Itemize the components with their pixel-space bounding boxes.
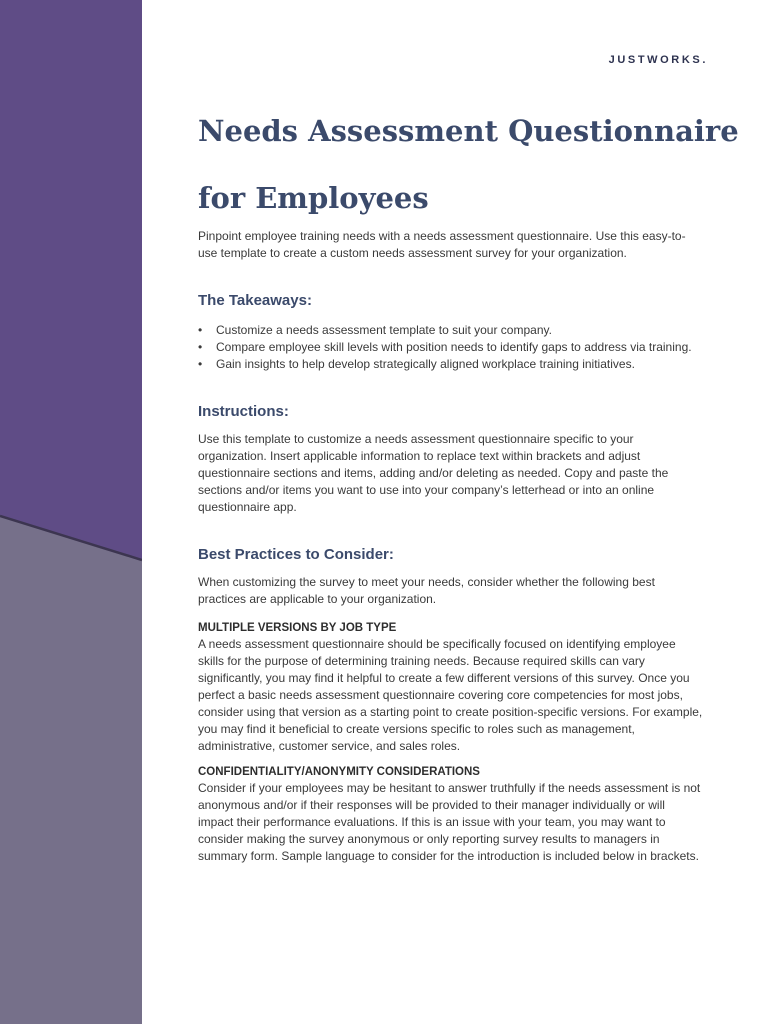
sidebar-graphic <box>0 0 142 1024</box>
best-practices-heading: Best Practices to Consider: <box>198 546 394 563</box>
list-item <box>198 356 703 373</box>
best-practices-intro: When customizing the survey to meet your needs, consider whether the following best practices are applicable to your organization. <box>198 575 655 606</box>
list-item <box>198 339 703 356</box>
instructions-heading: Instructions: <box>198 403 289 420</box>
bullet-icon: • <box>198 323 203 337</box>
decorative-sidebar <box>0 0 142 1024</box>
takeaway-text: Gain insights to help develop strategically aligned workplace training initiatives. <box>216 357 635 371</box>
bullet-icon: • <box>198 357 203 371</box>
takeaway-text: Customize a needs assessment template to suit your company. <box>216 323 552 337</box>
takeaway-text: Compare employee skill levels with position needs to identify gaps to address via training. <box>216 340 692 354</box>
practice-1-text: A needs assessment questionnaire should be specifically focused on identifying employee skills for the purpose of determining training needs. Because required skills can vary significantly, you may find it helpful to create a few different versions of this survey. Once you perfect a basic needs assessment questionnaire covering core competencies for most jobs, consider using that version as a starting point to create position-specific versions. For example, you may find it beneficial to create versions specific to roles such as management, administrative, customer service, and sales roles. <box>198 637 703 753</box>
practice-1-title: MULTIPLE VERSIONS BY JOB TYPE <box>198 622 397 634</box>
document-content <box>198 98 739 865</box>
takeaways-list <box>198 322 703 373</box>
intro-paragraph: Pinpoint employee training needs with a needs assessment questionnaire. Use this easy-to-use template to create a custom needs assessment survey for your organization. <box>198 229 686 260</box>
practice-2-title: CONFIDENTIALITY/ANONYMITY CONSIDERATIONS <box>198 766 480 778</box>
instructions-paragraph: Use this template to customize a needs assessment questionnaire specific to your organization. Insert applicable information to replace text within brackets and adjust questionnaire sections and items, adding and/or deleting as needed. Copy and paste the sections and/or items you want to use into your company’s letterhead or into an online questionnaire app. <box>198 432 669 514</box>
brand-logo: JUSTWORKS. <box>608 54 708 66</box>
takeaways-heading: The Takeaways: <box>198 292 312 309</box>
practice-2-text: Consider if your employees may be hesitant to answer truthfully if the needs assessment is not anonymous and/or if their responses will be provided to their manager individually or will impact their performance evaluations. If this is an issue with your team, you may want to consider making the survey anonymous or only reporting survey results to managers in summary form. Sample language to consider for the introduction is included below in brackets. <box>198 781 701 863</box>
list-item <box>198 322 703 339</box>
title-line-2: for Employees <box>198 181 429 215</box>
page-title <box>198 98 739 232</box>
sidebar-upper-panel <box>0 0 142 560</box>
title-line-1: Needs Assessment Questionnaire <box>198 114 739 148</box>
bullet-icon: • <box>198 340 203 354</box>
